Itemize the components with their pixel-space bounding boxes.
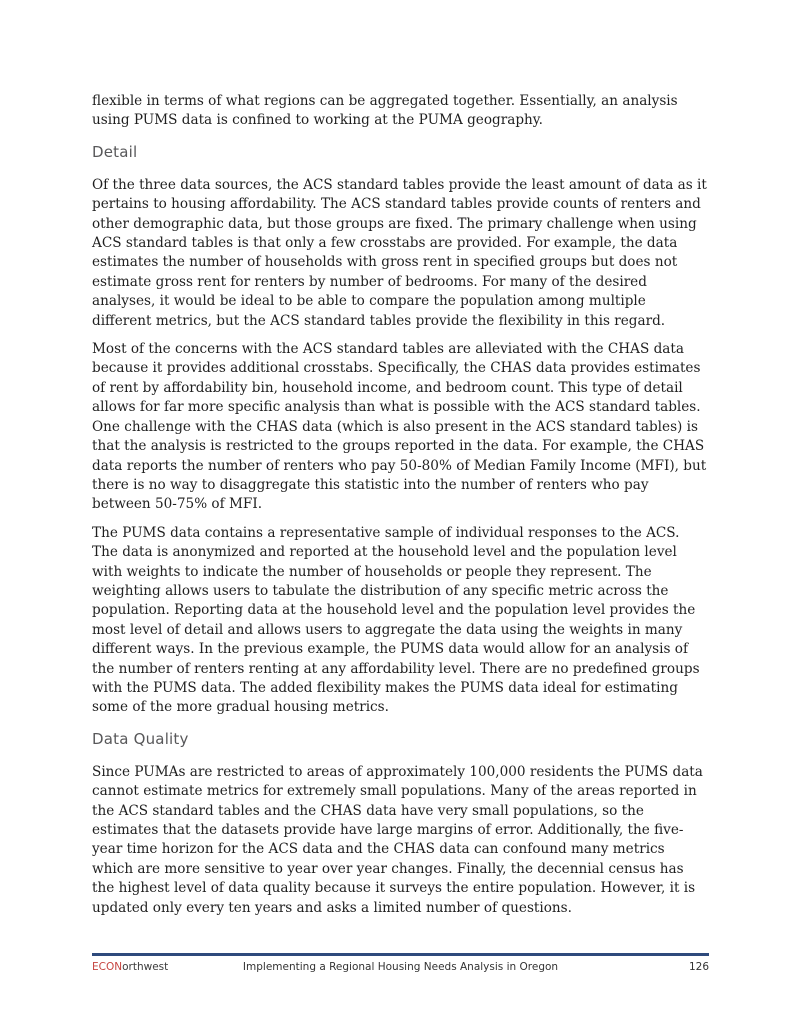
- section-heading-data-quality: Data Quality: [92, 729, 189, 748]
- body-paragraph: flexible in terms of what regions can be aggregated together. Essentially, an analysis using PUMS data is confined to working at the PUMA geography.: [92, 93, 678, 129]
- body-paragraph: Most of the concerns with the ACS standard tables are alleviated with the CHAS data because it provides additional crosstabs. Specifically, the CHAS data provides estimates of rent by affordability bin, household income, and bedroom count. This type of detail allows for far more specific analysis than what is possible with the ACS standard tables. One challenge with the CHAS data (which is also present in the ACS standard tables) is that the analysis is restricted to the groups reported in the data. For example, the CHAS data reports the number of renters who pay 50-80% of Median Family Income (MFI), but there is no way to disaggregate this statistic into the number of renters who pay between 50-75% of MFI.: [92, 341, 707, 513]
- footer-row: [92, 956, 709, 974]
- footer-document-title: Implementing a Regional Housing Needs Analysis in Oregon: [242, 961, 559, 973]
- footer-page-number: 126: [688, 961, 709, 973]
- body-paragraph: Since PUMAs are restricted to areas of approximately 100,000 residents the PUMS data cannot estimate metrics for extremely small populations. Many of the areas reported in the ACS standard tables and the CHAS data have very small populations, so the estimates that the datasets provide have large margins of error. Additionally, the five-year time horizon for the ACS data and the CHAS data can confound many metrics which are more sensitive to year over year changes. Finally, the decennial census has the highest level of data quality because it surveys the entire population. However, it is updated only every ten years and asks a limited number of questions.: [92, 763, 703, 916]
- section-heading-detail: Detail: [92, 142, 138, 161]
- footer-brand-northwest: orthwest: [122, 961, 169, 973]
- body-paragraph: Of the three data sources, the ACS standard tables provide the least amount of data as it pertains to housing affordability. The ACS standard tables provide counts of renters and other demographic data, but those groups are fixed. The primary challenge when using ACS standard tables is that only a few crosstabs are provided. For example, the data estimates the number of households with gross rent in specified groups but does not estimate gross rent for renters by number of bedrooms. For many of the desired analyses, it would be ideal to be able to compare the population among multiple different metrics, but the ACS standard tables provide the flexibility in this regard.: [92, 176, 707, 329]
- page-footer: [92, 953, 709, 974]
- footer-brand-econ: ECON: [92, 961, 123, 973]
- body-paragraph: The PUMS data contains a representative sample of individual responses to the ACS. The data is anonymized and reported at the household level and the population level with weights to indicate the number of households or people they represent. The weighting allows users to tabulate the distribution of any specific metric across the population. Reporting data at the household level and the population level provides the most level of detail and allows users to aggregate the data using the weights in many different ways. In the previous example, the PUMS data would allow for an analysis of the number of renters renting at any affordability level. There are no predefined groups with the PUMS data. The added flexibility makes the PUMS data ideal for estimating some of the more gradual housing metrics.: [92, 524, 700, 716]
- page-body: [92, 92, 708, 927]
